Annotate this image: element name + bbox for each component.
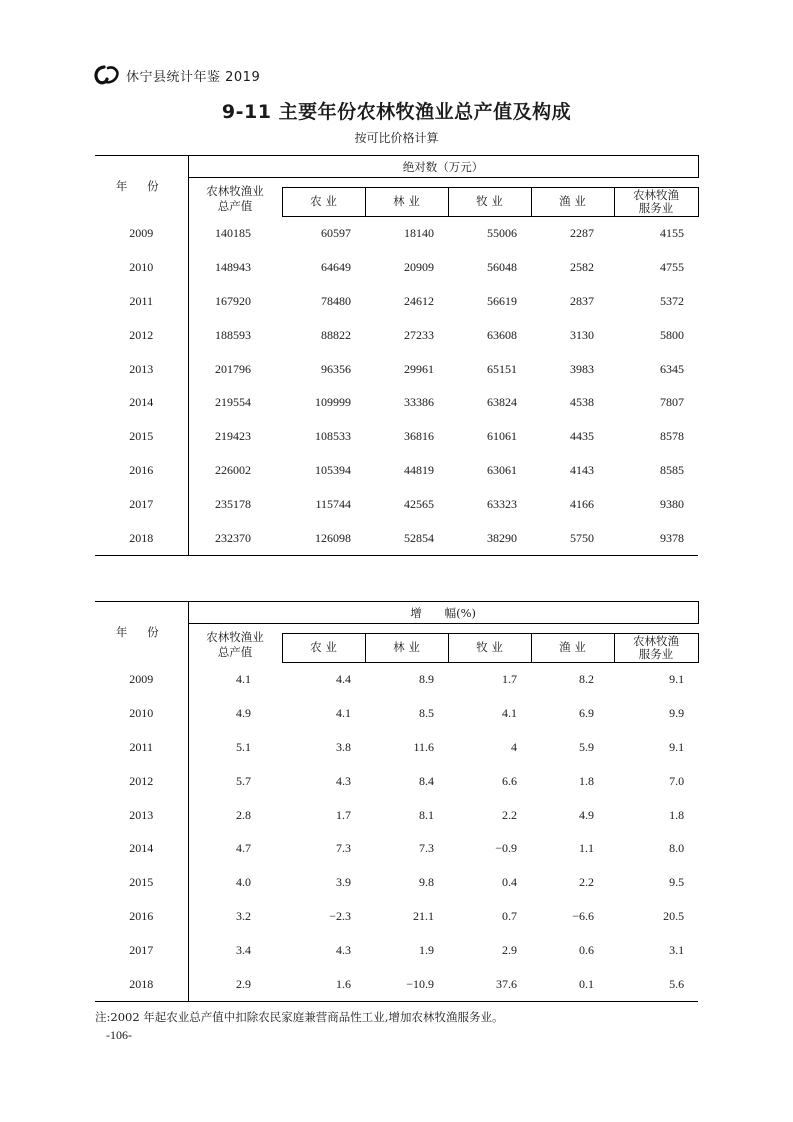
total-header-line2: 总产值: [217, 645, 253, 659]
table-cell: 2.9: [188, 968, 282, 1002]
table-cell: 9378: [614, 522, 698, 556]
table-cell: 8.5: [419, 705, 434, 720]
table-cell: 4.4: [336, 671, 351, 686]
table-cell: 0.6: [579, 943, 594, 958]
table-row: [95, 662, 698, 696]
table-cell: 61061: [487, 429, 517, 444]
table-row: [95, 968, 698, 1002]
column-header-forestry: 林 业: [365, 188, 448, 216]
column-header-services: [614, 634, 698, 662]
row-year: 2014: [95, 386, 188, 420]
row-year: 2015: [95, 866, 188, 900]
total-output-header: [188, 624, 282, 663]
table-cell: 27233: [404, 327, 434, 342]
table-cell: 63824: [487, 395, 517, 410]
row-year: 2017: [95, 488, 188, 522]
table-cell: 60597: [321, 225, 351, 240]
table-row: [95, 764, 698, 798]
table-cell: 2287: [570, 225, 594, 240]
table-cell: 9.9: [669, 705, 685, 720]
table-cell: 52854: [365, 522, 448, 556]
table-cell: 105394: [315, 463, 351, 478]
row-year: 2014: [95, 832, 188, 866]
table-cell: 4755: [660, 259, 685, 274]
table-cell: 226002: [215, 463, 251, 478]
year-header: 年 份: [95, 602, 188, 663]
table-cell: 2.2: [579, 875, 594, 890]
table-cell: 96356: [321, 361, 351, 376]
row-year: 2018: [95, 968, 188, 1002]
table-cell: 4.9: [579, 807, 594, 822]
table-cell: 5750: [531, 522, 614, 556]
growth-rates-table: [95, 601, 699, 1002]
table-cell: 38290: [448, 522, 531, 556]
table-cell: 4143: [570, 463, 594, 478]
table-cell: 37.6: [448, 968, 531, 1002]
services-header-line1: 农林牧渔: [633, 633, 680, 648]
table-row: [95, 250, 698, 284]
table-row: [95, 420, 698, 454]
table-row: [95, 696, 698, 730]
page-subtitle: 按可比价格计算: [354, 131, 439, 145]
table-cell: 8.9: [419, 671, 434, 686]
table-cell: 63608: [487, 327, 517, 342]
table-cell: 4155: [660, 225, 685, 240]
page-number: -106-: [106, 1028, 132, 1042]
table-cell: 88822: [321, 327, 351, 342]
row-year: 2012: [95, 764, 188, 798]
row-year: 2017: [95, 934, 188, 968]
table-cell: 8.0: [669, 841, 685, 856]
table-cell: 232370: [188, 522, 282, 556]
table-row: [95, 522, 698, 556]
table-cell: 2837: [570, 293, 594, 308]
table-row: [95, 352, 698, 386]
table-caption: 绝对数（万元）: [188, 156, 698, 178]
table-cell: 8.1: [419, 807, 434, 822]
table-cell: 1.8: [579, 773, 594, 788]
table-cell: 9.8: [419, 875, 434, 890]
table-row: [95, 454, 698, 488]
row-year: 2009: [95, 662, 188, 696]
row-year: 2012: [95, 318, 188, 352]
column-header-fishery: 渔 业: [531, 634, 614, 662]
table-cell: 3.8: [336, 739, 351, 754]
row-year: 2016: [95, 454, 188, 488]
table-cell: 1.9: [419, 943, 434, 958]
row-year: 2009: [95, 216, 188, 250]
table-cell: 167920: [215, 293, 251, 308]
table-cell: 7.3: [336, 841, 351, 856]
table-row: [95, 900, 698, 934]
table-cell: 65151: [487, 361, 517, 376]
table-cell: 201796: [215, 361, 251, 376]
table-cell: 8585: [660, 463, 685, 478]
table-cell: 7807: [660, 395, 685, 410]
table-cell: 109999: [315, 395, 351, 410]
table-row: [95, 832, 698, 866]
table-cell: −0.9: [495, 841, 517, 856]
table-cell: 115744: [315, 497, 351, 512]
table-cell: 20909: [404, 259, 434, 274]
table-cell: 2.9: [502, 943, 517, 958]
total-header-line2: 总产值: [217, 199, 253, 213]
table-cell: 2.8: [236, 807, 251, 822]
table-cell: 5372: [660, 293, 685, 308]
services-header-line2: 服务业: [638, 200, 674, 215]
row-year: 2013: [95, 352, 188, 386]
table-cell: 235178: [215, 497, 251, 512]
table-cell: 36816: [404, 429, 434, 444]
table-cell: 8.4: [419, 773, 434, 788]
table-cell: 11.6: [413, 739, 434, 754]
table-row: [95, 866, 698, 900]
total-output-header: [188, 178, 282, 217]
table-cell: 4.3: [336, 943, 351, 958]
table-cell: 4.7: [236, 841, 251, 856]
table-row: [95, 318, 698, 352]
table-cell: 5.9: [579, 739, 594, 754]
table-cell: 6345: [660, 361, 685, 376]
column-header-agriculture: 农 业: [282, 188, 365, 216]
table-cell: 42565: [404, 497, 434, 512]
row-year: 2018: [95, 522, 188, 556]
table-cell: 64649: [321, 259, 351, 274]
table-cell: 33386: [404, 395, 434, 410]
table-cell: 0.1: [531, 968, 614, 1002]
footnote: 注:2002 年起农业总产值中扣除农民家庭兼营商品性工业,增加农林牧渔服务业。: [95, 1010, 504, 1024]
year-header: 年 份: [95, 156, 188, 217]
table-row: [95, 216, 698, 250]
table-row: [95, 488, 698, 522]
table-cell: 24612: [404, 293, 434, 308]
table-cell: 5800: [660, 327, 685, 342]
table-cell: 56619: [487, 293, 517, 308]
table-cell: 9380: [660, 497, 685, 512]
table-cell: −6.6: [572, 909, 594, 924]
table-cell: 9.1: [669, 739, 685, 754]
column-header-husbandry: 牧 业: [448, 188, 531, 216]
table-cell: 4.9: [236, 705, 251, 720]
table-cell: 3.1: [669, 943, 685, 958]
table-cell: 126098: [282, 522, 365, 556]
table-cell: 6.6: [502, 773, 517, 788]
table-cell: 3.2: [236, 909, 251, 924]
total-header-line1: 农林牧渔业: [206, 630, 264, 644]
column-header-agriculture: 农 业: [282, 634, 365, 662]
services-header-line1: 农林牧渔: [633, 187, 680, 202]
column-header-forestry: 林 业: [365, 634, 448, 662]
table-cell: 1.7: [336, 807, 351, 822]
table-cell: 5.7: [236, 773, 251, 788]
table-cell: 0.4: [502, 875, 517, 890]
table-cell: 5.6: [614, 968, 698, 1002]
row-year: 2011: [95, 284, 188, 318]
table-row: [95, 934, 698, 968]
table-cell: 18140: [404, 225, 434, 240]
table-cell: 44819: [404, 463, 434, 478]
table-cell: 3.4: [236, 943, 251, 958]
column-header-services: [614, 188, 698, 216]
table-cell: 20.5: [663, 909, 685, 924]
table-cell: 4.0: [236, 875, 251, 890]
table-cell: 55006: [487, 225, 517, 240]
page-title: 9-11 主要年份农林牧渔业总产值及构成: [221, 101, 572, 123]
table-cell: 2.2: [502, 807, 517, 822]
row-year: 2011: [95, 730, 188, 764]
table-cell: 21.1: [413, 909, 434, 924]
row-year: 2010: [95, 250, 188, 284]
table-cell: 2582: [570, 259, 594, 274]
column-header-fishery: 渔 业: [531, 188, 614, 216]
row-year: 2010: [95, 696, 188, 730]
table-cell: 1.8: [669, 807, 685, 822]
absolute-values-table: [95, 155, 699, 556]
yearbook-title: 休宁县统计年鉴 2019: [126, 69, 261, 85]
table-cell: 1.7: [502, 671, 517, 686]
table-cell: 4538: [570, 395, 594, 410]
table-cell: 9.5: [669, 875, 685, 890]
table-cell: 63061: [487, 463, 517, 478]
total-header-line1: 农林牧渔业: [206, 184, 264, 198]
table-cell: 8578: [660, 429, 685, 444]
table-cell: 219423: [215, 429, 251, 444]
table-cell: 4.1: [336, 705, 351, 720]
table-row: [95, 386, 698, 420]
table-cell: 0.7: [502, 909, 517, 924]
table-cell: 56048: [487, 259, 517, 274]
table-cell: 78480: [321, 293, 351, 308]
table-cell: 4.1: [236, 671, 251, 686]
table-row: [95, 284, 698, 318]
table-cell: −10.9: [365, 968, 448, 1002]
row-year: 2015: [95, 420, 188, 454]
yearbook-logo-icon: [92, 64, 122, 86]
table-row: [95, 798, 698, 832]
services-header-line2: 服务业: [638, 646, 674, 661]
column-header-husbandry: 牧 业: [448, 634, 531, 662]
table-cell: 108533: [315, 429, 351, 444]
row-year: 2013: [95, 798, 188, 832]
table-cell: 7.0: [669, 773, 685, 788]
table-cell: 8.2: [579, 671, 594, 686]
table-cell: 63323: [487, 497, 517, 512]
table-cell: 4: [511, 739, 517, 754]
table-cell: 140185: [215, 225, 251, 240]
table-cell: 6.9: [579, 705, 594, 720]
table-cell: 3.9: [336, 875, 351, 890]
table-cell: 219554: [215, 395, 251, 410]
table-cell: 4.1: [502, 705, 517, 720]
table-cell: 29961: [404, 361, 434, 376]
page-header: [92, 64, 260, 86]
row-year: 2016: [95, 900, 188, 934]
table-row: [95, 730, 698, 764]
table-cell: 4166: [570, 497, 594, 512]
table-cell: 7.3: [419, 841, 434, 856]
table-cell: 3130: [570, 327, 594, 342]
table-cell: 9.1: [669, 671, 685, 686]
table-cell: 4.3: [336, 773, 351, 788]
table-cell: 188593: [215, 327, 251, 342]
table-cell: 5.1: [236, 739, 251, 754]
table-caption: 增 幅(%): [188, 602, 698, 624]
table-cell: 148943: [215, 259, 251, 274]
table-cell: 3983: [570, 361, 594, 376]
table-cell: 1.6: [282, 968, 365, 1002]
table-cell: −2.3: [329, 909, 351, 924]
table-cell: 1.1: [579, 841, 594, 856]
table-cell: 4435: [570, 429, 594, 444]
